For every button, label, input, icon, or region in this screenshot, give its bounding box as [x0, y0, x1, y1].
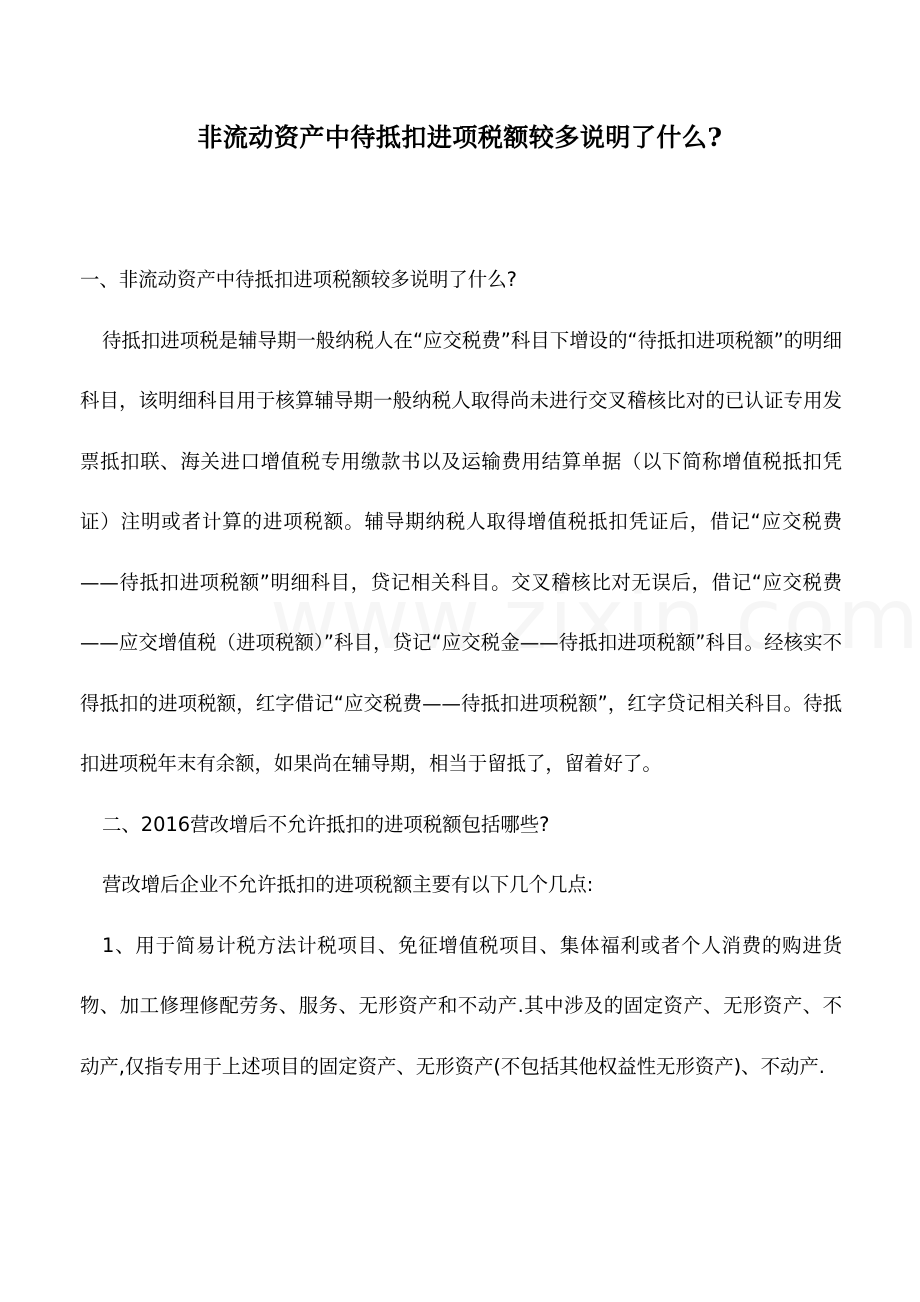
- section-2-list-item-1: 1、用于简易计税方法计税项目、免征增值税项目、集体福利或者个人消费的购进货物、加工修理修配劳务、服务、无形资产和不动产.其中涉及的固定资产、无形资产、不动产,仅指专用于上述项目的固定资产、无形资产(不包括其他权益性无形资产)、不动产.: [80, 933, 842, 1078]
- section-2-heading: 二、2016营改增后不允许抵扣的进项税额包括哪些?: [102, 812, 550, 836]
- section-1-paragraph: 待抵扣进项税是辅导期一般纳税人在“应交税费”科目下增设的“待抵扣进项税额”的明细科目，该明细科目用于核算辅导期一般纳税人取得尚未进行交叉稽核比对的已认证专用发票抵扣联、海关进口增值税专用缴款书以及运输费用结算单据（以下简称增值税抵扣凭证）注明或者计算的进项税额。辅导期纳税人取得增值税抵扣凭证后，借记“应交税费——待抵扣进项税额”明细科目，贷记相关科目。交叉稽核比对无误后，借记“应交税费——应交增值税（进项税额）”科目，贷记“应交税金——待抵扣进项税额”科目。经核实不得抵扣的进项税额，红字借记“应交税费——待抵扣进项税额”，红字贷记相关科目。待抵扣进项税年末有余额，如果尚在辅导期，相当于留抵了，留着好了。: [80, 328, 842, 775]
- document-title: 非流动资产中待抵扣进项税额较多说明了什么?: [197, 123, 723, 152]
- document-body: [80, 250, 842, 1097]
- section-1-heading: 一、非流动资产中待抵扣进项税额较多说明了什么?: [80, 268, 517, 291]
- section-2-paragraph: 营改增后企业不允许抵扣的进项税额主要有以下几个几点:: [102, 873, 594, 896]
